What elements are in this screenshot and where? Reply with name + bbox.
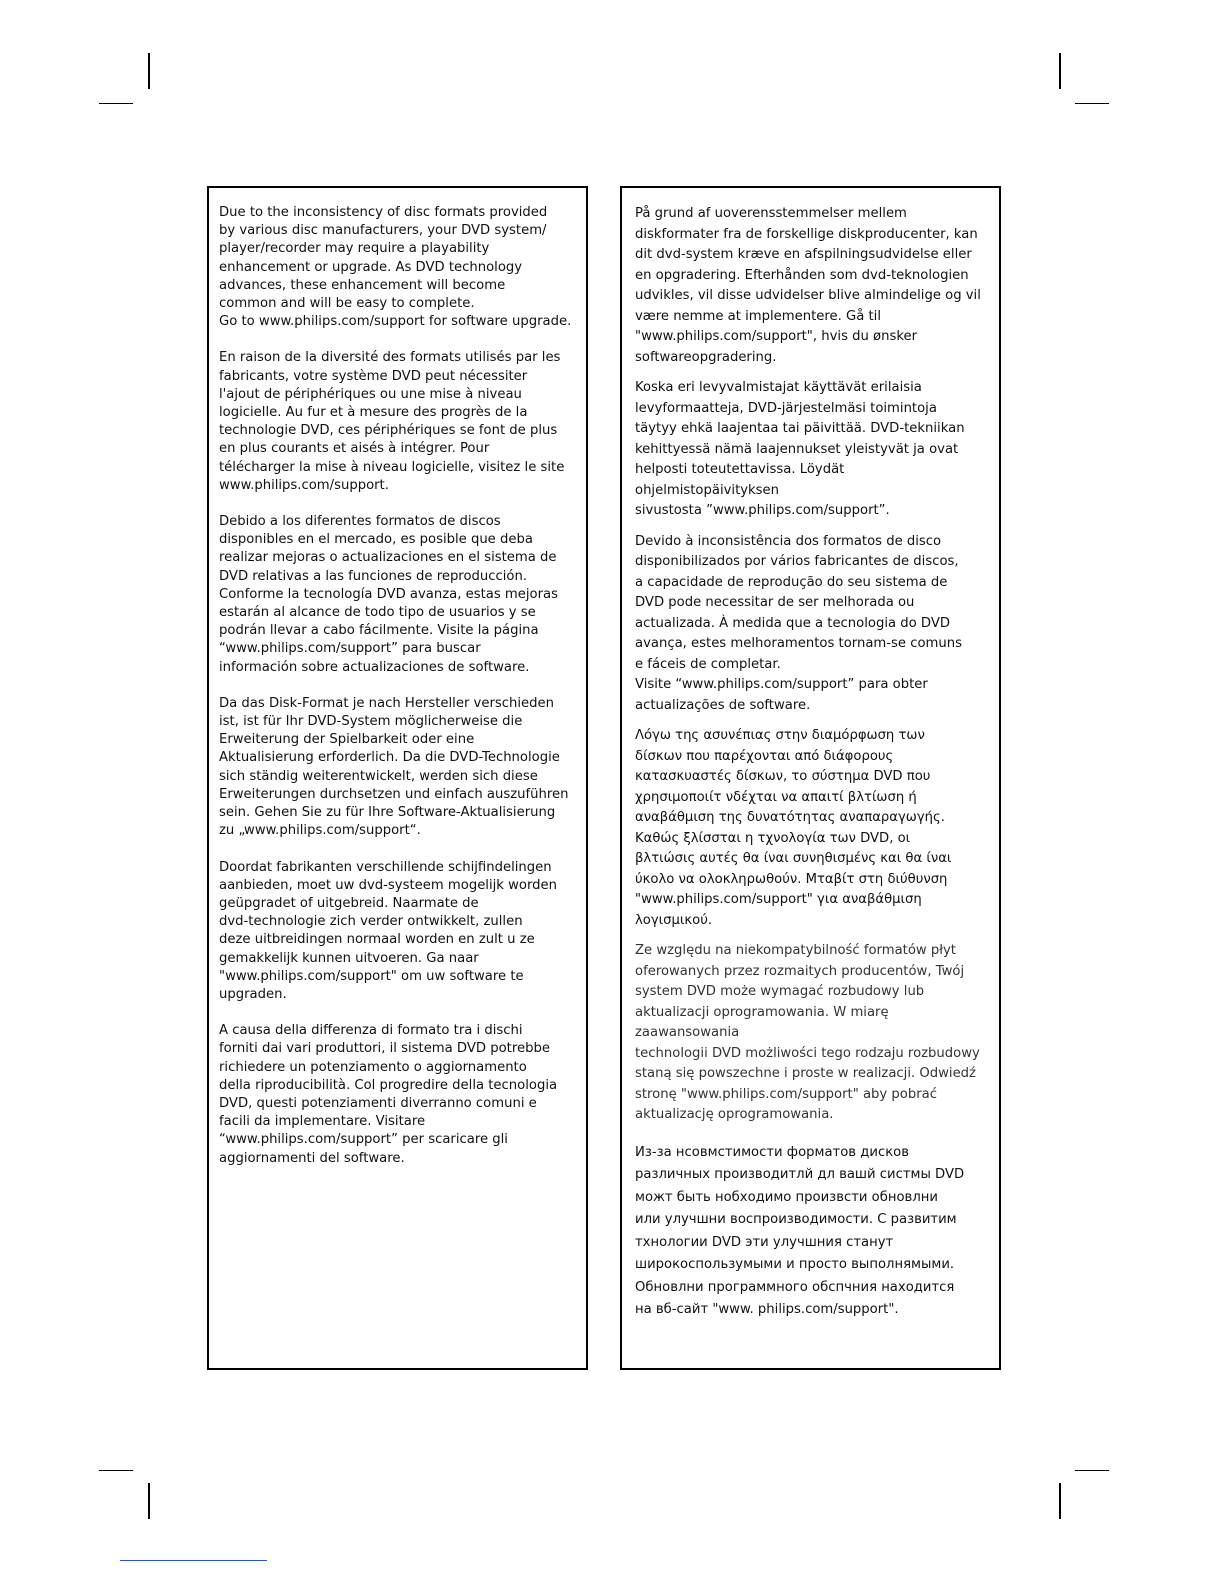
- paragraph-spanish: Debido a los diferentes formatos de discos disponibles en el mercado, es posible que deba realizar mejoras o actualizaciones en el sistema de DVD relativas a las funciones de reproducción. Conforme la tecnología DVD avanza, estas mejoras estarán al alcance de todo tipo de usuarios y se podrán llevar a cabo fácilmente. Visite la página “www.philips.com/support” para buscar información sobre actualizaciones de software.: [219, 514, 558, 675]
- crop-mark-top-right-vertical: [1059, 53, 1061, 89]
- paragraph-russian: Из-за нсовмстимости форматов дисков различных производитлй дл вашй систмы DVD можт быть нобходимо произвсти обновлни или улучшни воспроизводимости. С развитим тхнологии DVD эти улучшния станут широкоспользумыми и просто выполнямыми. Обновлни программного обспчния находится на вб-сайт "www. philips.com/support".: [635, 1144, 965, 1317]
- bottom-link-underline: [120, 1560, 267, 1561]
- paragraph-french: En raison de la diversité des formats utilisés par les fabricants, votre système DVD peut nécessiter l'ajout de périphériques ou une mise à niveau logicielle. Au fur et à mesure des progrès de la technologie DVD, ces périphériques se font de plus en plus courants et aisés à intégrer. Pour télécharger la mise à niveau logicielle, visitez le site www.philips.com/support.: [219, 350, 565, 493]
- right-text-box: [620, 186, 1001, 1370]
- crop-mark-bottom-left-vertical: [148, 1483, 150, 1519]
- paragraph-portuguese: Devido à inconsistência dos formatos de disco disponibilizados por vários fabricantes de discos, a capacidade de reprodução do seu sistema de DVD pode necessitar de ser melhorada ou actualizada. À medida que a tecnologia do DVD avança, estes melhoramentos tornam-se comuns e fáceis de completar. Visite “www.philips.com/support” para obter actualizações de software.: [635, 533, 962, 713]
- crop-mark-bottom-right-horizontal: [1075, 1470, 1109, 1471]
- crop-mark-top-left-vertical: [148, 53, 150, 89]
- paragraph-dutch: Doordat fabrikanten verschillende schijfindelingen aanbieden, moet uw dvd-systeem mogelijk worden geüpgradet of uitgebreid. Naarmate de dvd-technologie zich verder ontwikkelt, zullen deze uitbreidingen normaal worden en zult u ze gemakkelijk kunnen uitvoeren. Ga naar "www.philips.com/support" om uw software te upgraden.: [219, 859, 558, 1002]
- paragraph-english: Due to the inconsistency of disc formats provided by various disc manufacturers, your DVD system/ player/recorder may require a playability enhancement or upgrade. As DVD technology advances, these enhancement will become common and will be easy to complete. Go to www.philips.com/support for software upgrade.: [219, 205, 572, 330]
- paragraph-finnish: Koska eri levyvalmistajat käyttävät erilaisia levyformaatteja, DVD-järjestelmäsi toimintoja täytyy ehkä laajentaa tai päivittää. DVD-tekniikan kehittyessä nämä laajennukset yleistyvät ja ovat helposti toteutettavissa. Löydät ohjelmistopäivityksen sivustosta ”www.philips.com/support”.: [635, 380, 965, 518]
- paragraph-polish: Ze względu na niekompatybilność formatów płyt oferowanych przez rozmaitych producentów, Twój system DVD może wymagać rozbudowy lub aktualizacji oprogramowania. W miarę zaawansowania technologii DVD możliwości tego rodzaju rozbudowy staną się powszechne i proste w realizacji. Odwiedź stronę "www.philips.com/support" aby pobrać aktualizację oprogramowania.: [635, 943, 980, 1122]
- paragraph-german: Da das Disk-Format je nach Hersteller verschieden ist, ist für Ihr DVD-System möglicherweise die Erweiterung der Spielbarkeit oder eine Aktualisierung erforderlich. Da die DVD-Technologie sich ständig weiterentwickelt, werden sich diese Erweiterungen durchsetzen und einfach auszuführen sein. Gehen Sie zu für Ihre Software-Aktualisierung zu „www.philips.com/support“.: [219, 695, 569, 839]
- paragraph-greek: Λόγω της ασυνέπιας στην διαμόρφωση των δίσκων που παρέχονται από διάφορους κατασκυαστές δίσκων, το σύστημα DVD που χρησιμοποιίτ νδέχται να απαιτί βλτίωση ή αναβάθμιση της δυνατότητας αναπαραγωγής. Καθώς ξλίσσται η τχνολογία των DVD, οι βλτιώσις αυτές θα ίναι συνηθισμένς και θα ίναι ύκολο να ολοκληρωθούν. Μταβίτ στη διύθυνση "www.philips.com/support" για αναβάθμιση λογισμικού.: [635, 728, 952, 928]
- crop-mark-bottom-left-horizontal: [99, 1470, 133, 1471]
- paragraph-danish: På grund af uoverensstemmelser mellem diskformater fra de forskellige diskproducenter, kan dit dvd-system kræve en afspilningsudvidelse eller en opgradering. Efterhånden som dvd-teknologien udvikles, vil disse udvidelser blive almindelige og vil være nemme at implementere. Gå til "www.philips.com/support", hvis du ønsker softwareopgradering.: [635, 206, 981, 365]
- crop-mark-top-left-horizontal: [99, 103, 133, 104]
- paragraph-italian: A causa della differenza di formato tra i dischi forniti dai vari produttori, il sistema DVD potrebbe richiedere un potenziamento o aggiornamento della riproducibilità. Col progredire della tecnologia DVD, questi potenziamenti diverranno comuni e facili da implementare. Visitare “www.philips.com/support” per scaricare gli aggiornamenti del software.: [219, 1023, 558, 1166]
- left-text-box: [207, 186, 588, 1370]
- crop-mark-bottom-right-vertical: [1059, 1483, 1061, 1519]
- crop-mark-top-right-horizontal: [1075, 103, 1109, 104]
